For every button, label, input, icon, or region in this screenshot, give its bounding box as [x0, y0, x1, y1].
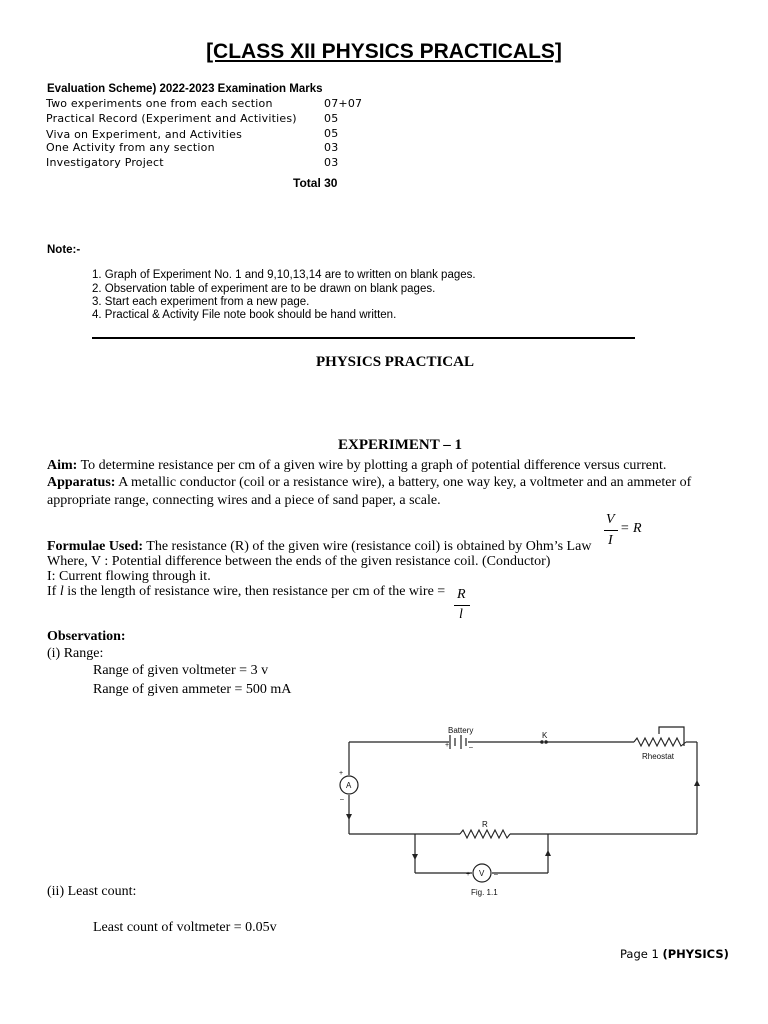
page-footer [620, 947, 729, 961]
horizontal-rule [92, 337, 635, 339]
current-line: I: Current flowing through it. [47, 569, 211, 584]
per-cm-denominator: l [459, 607, 463, 622]
key-label: K [542, 731, 548, 740]
resistor-label: R [482, 820, 488, 829]
key-terminal [544, 740, 548, 744]
formula-fraction-bar [604, 530, 618, 531]
scheme-row-label: Viva on Experiment, and Activities [46, 128, 243, 141]
note-item: 4. Practical & Activity File note book should be hand written. [92, 309, 397, 321]
length-line [47, 583, 445, 600]
battery-label: Battery [448, 726, 474, 735]
per-cm-fraction-bar [454, 605, 470, 606]
ammeter-label: A [346, 781, 352, 790]
scheme-row-label: One Activity from any section [46, 141, 215, 154]
scheme-row-marks: 05 [324, 112, 339, 125]
formula-rhs: = R [620, 521, 642, 536]
arrow-icon [545, 850, 551, 856]
scheme-row-label: Investigatory Project [46, 156, 164, 169]
note-item: 2. Observation table of experiment are to be drawn on blank pages. [92, 283, 436, 295]
scheme-row-marks: 03 [324, 156, 339, 169]
apparatus-label: Apparatus: [47, 475, 116, 490]
formula-denominator: I [608, 533, 613, 548]
formulae-text: The resistance (R) of the given wire (resistance coil) is obtained by Ohm’s Law [143, 539, 592, 554]
observation-label [47, 628, 126, 645]
footer-subject: (PHYSICS) [662, 947, 729, 961]
ammeter-range: Range of given ammeter = 500 mA [93, 682, 292, 697]
section-title: PHYSICS PRACTICAL [316, 354, 474, 370]
page-number: Page 1 [620, 947, 663, 961]
scheme-row-label: Practical Record (Experiment and Activities) [46, 112, 297, 125]
aim-text: To determine resistance per cm of a given wire by plotting a graph of potential difference versus current. [77, 458, 667, 473]
rheostat-label: Rheostat [642, 752, 675, 761]
note-item: 3. Start each experiment from a new page. [92, 296, 310, 308]
observation-label-text: Observation: [47, 629, 126, 644]
voltmeter-plus: + [466, 871, 471, 878]
circuit-diagram [337, 718, 712, 908]
key-terminal [540, 740, 544, 744]
voltmeter-least-count: Least count of voltmeter = 0.05v [93, 920, 277, 935]
where-line: Where, V : Potential difference between the ends of the given resistance coil. (Conductor) [47, 554, 551, 569]
experiment-title: EXPERIMENT – 1 [338, 437, 462, 453]
note-label: Note:- [47, 244, 81, 256]
least-count-label: (ii) Least count: [47, 884, 137, 899]
current-arrows [346, 780, 700, 860]
length-line-suffix: is the length of resistance wire, then resistance per cm of the wire = [63, 584, 446, 599]
battery-plus: + [445, 742, 450, 749]
arrow-icon [694, 780, 700, 786]
per-cm-numerator: R [457, 587, 466, 602]
scheme-row-label: Two experiments one from each section [46, 97, 273, 110]
arrow-icon [412, 854, 418, 860]
voltmeter-minus: – [494, 871, 498, 878]
rheostat-icon [634, 738, 686, 746]
voltmeter-label: V [479, 869, 485, 878]
ammeter-plus: + [339, 770, 344, 777]
apparatus-text: A metallic conductor (coil or a resistance wire), a battery, one way key, a voltmeter and an ammeter of appropriate range, connecting wires and a piece of sand paper, a scale. [47, 475, 692, 508]
ammeter-minus: – [340, 796, 344, 803]
formula-numerator: V [606, 512, 615, 527]
range-label: (i) Range: [47, 646, 104, 661]
formulae-label: Formulae Used: [47, 539, 144, 554]
total-marks: Total 30 [293, 176, 338, 190]
arrow-icon [346, 814, 352, 820]
battery-minus: – [469, 744, 473, 751]
length-line-prefix: If [47, 584, 60, 599]
aim-line [47, 457, 666, 474]
resistor-icon [460, 830, 510, 838]
scheme-row-marks: 05 [324, 127, 339, 140]
figure-caption: Fig. 1.1 [471, 888, 498, 897]
evaluation-heading: Evaluation Scheme) 2022-2023 Examination Marks [47, 83, 323, 95]
apparatus-paragraph [47, 474, 727, 510]
note-item: 1. Graph of Experiment No. 1 and 9,10,13,14 are to written on blank pages. [92, 269, 476, 281]
scheme-row-marks: 03 [324, 141, 339, 154]
aim-label: Aim: [47, 458, 78, 473]
scheme-row-marks: 07+07 [324, 97, 363, 110]
length-symbol: l [59, 584, 64, 599]
voltmeter-range: Range of given voltmeter = 3 v [93, 663, 269, 678]
page-title: [CLASS XII PHYSICS PRACTICALS] [206, 40, 562, 63]
battery-icon [450, 735, 466, 749]
